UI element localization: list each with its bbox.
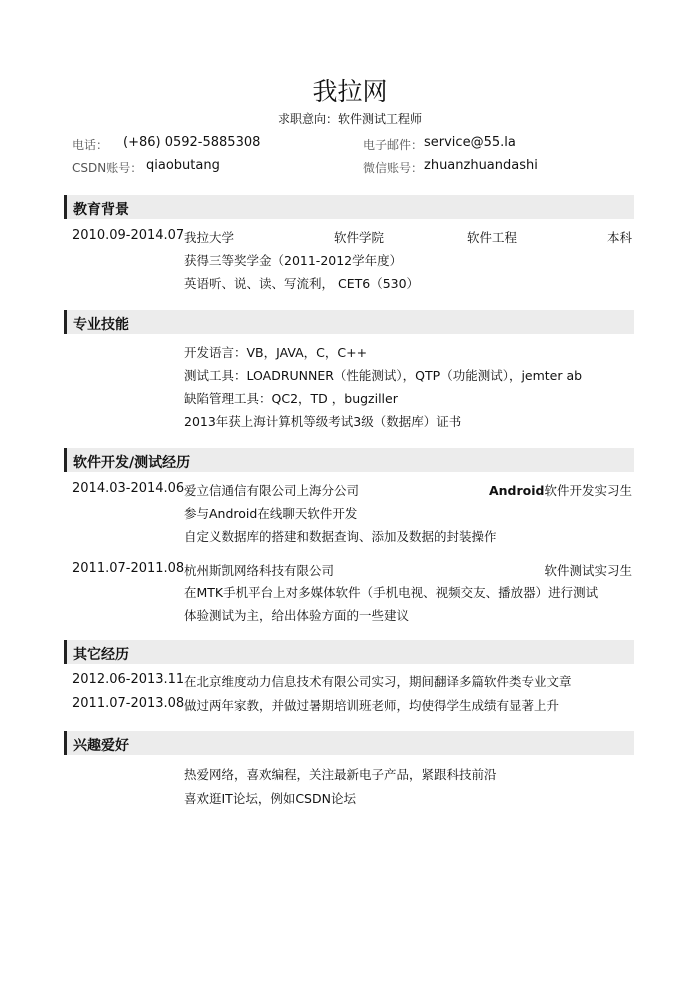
other-text: 在北京维度动力信息技术有限公司实习，期间翻译多篇软件类专业文章 (184, 674, 572, 689)
csdn-value: qiaobutang (146, 158, 220, 173)
education-date: 2010.09-2014.07 (72, 228, 185, 243)
education-degree: 本科 (606, 230, 632, 245)
experience-line: 体验测试为主，给出体验方面的一些建议 (184, 608, 410, 623)
education-major: 软件工程 (467, 230, 518, 245)
other-date: 2011.07-2013.08 (72, 696, 185, 711)
experience-company: 杭州斯凯网络科技有限公司 (184, 563, 335, 578)
resume-title: 我拉网 (312, 77, 388, 106)
experience-role-text: 软件开发实习生 (544, 483, 632, 498)
experience-role (544, 561, 632, 579)
experience-company: 爱立信通信有限公司上海分公司 (184, 483, 360, 498)
hobby-line: 热爱网络，喜欢编程，关注最新电子产品，紧跟科技前沿 (184, 767, 497, 782)
section-other (64, 640, 634, 664)
email-label: 电子邮件： (363, 138, 424, 152)
hobby-line: 喜欢逛IT论坛，例如CSDN论坛 (184, 791, 356, 806)
experience-role-text: 软件测试实习生 (544, 563, 632, 578)
experience-date: 2014.03-2014.06 (72, 481, 185, 496)
experience-line: 参与Android在线聊天软件开发 (184, 506, 358, 521)
experience-line: 在MTK手机平台上对多媒体软件（手机电视、视频交友、播放器）进行测试 (184, 585, 599, 600)
experience-role (489, 481, 632, 499)
education-line: 英语听、说、读、写流利， CET6（530） (184, 276, 420, 291)
job-objective: 求职意向：软件测试工程师 (277, 112, 422, 126)
section-hobbies (64, 731, 634, 755)
skill-line: 测试工具：LOADRUNNER（性能测试），QTP（功能测试），jemter ab (184, 368, 583, 383)
wechat-value: zhuanzhuandashi (424, 158, 538, 173)
experience-role-bold: Android (488, 483, 545, 498)
skill-line: 2013年获上海计算机等级考试3级（数据库）证书 (184, 414, 462, 429)
section-heading: 专业技能 (73, 317, 129, 333)
education-college: 软件学院 (334, 230, 385, 245)
other-text: 做过两年家教，并做过暑期培训班老师，均使得学生成绩有显著上升 (184, 698, 560, 713)
section-heading: 兴趣爱好 (73, 738, 129, 754)
experience-line: 自定义数据库的搭建和数据查询、添加及数据的封装操作 (184, 529, 497, 544)
other-date: 2012.06-2013.11 (72, 672, 185, 687)
education-line: 获得三等奖学金（2011-2012学年度） (184, 253, 403, 268)
phone-label: 电话： (72, 138, 109, 152)
wechat-label: 微信账号： (363, 161, 424, 175)
skill-line: 开发语言：VB，JAVA，C，C++ (184, 345, 368, 360)
email-value[interactable]: service@55.la (424, 135, 516, 150)
section-skills (64, 310, 634, 334)
section-heading: 教育背景 (73, 202, 129, 218)
section-experience (64, 448, 634, 472)
section-heading: 其它经历 (73, 647, 129, 663)
csdn-label: CSDN账号： (72, 161, 143, 175)
skill-line: 缺陷管理工具：QC2，TD ，bugziller (184, 391, 398, 406)
section-education (64, 195, 634, 219)
experience-date: 2011.07-2011.08 (72, 561, 185, 576)
phone-value: (+86) 0592-5885308 (123, 135, 261, 150)
section-heading: 软件开发/测试经历 (73, 455, 191, 471)
education-school: 我拉大学 (184, 230, 235, 245)
